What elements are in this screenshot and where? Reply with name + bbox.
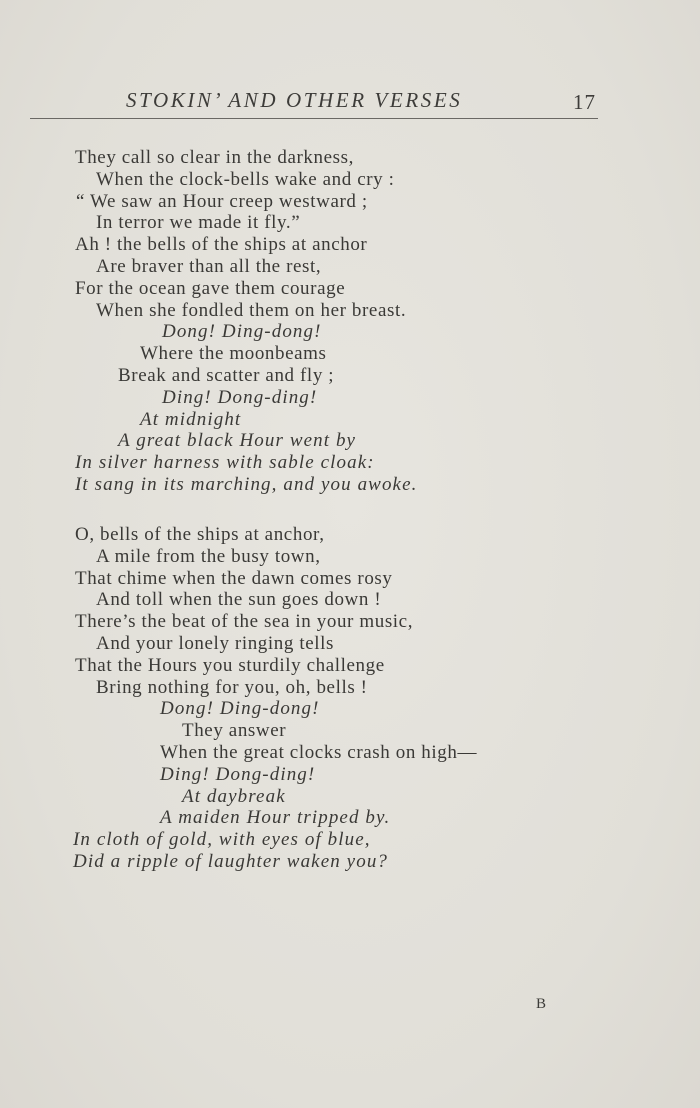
verse-line: In terror we made it fly.” <box>96 212 301 234</box>
verse-line: Dong! Ding-dong! <box>162 321 322 343</box>
running-title: STOKIN’ AND OTHER VERSES <box>126 88 463 112</box>
verse-line: A great black Hour went by <box>118 430 357 452</box>
verse-line: Dong! Ding-dong! <box>160 698 320 720</box>
verse-line: Did a ripple of laughter waken you? <box>73 850 389 872</box>
verse-line: When the great clocks crash on high— <box>160 741 478 763</box>
verse-line: And toll when the sun goes down ! <box>96 589 382 611</box>
verse-line: That the Hours you sturdily challenge <box>75 654 385 676</box>
verse-line: And your lonely ringing tells <box>96 632 334 654</box>
verse-line: That chime when the dawn comes rosy <box>75 567 393 589</box>
verse-line: When the clock-bells wake and cry : <box>96 168 395 190</box>
verse-line: At midnight <box>140 408 242 430</box>
verse-line: There’s the beat of the sea in your music, <box>75 611 414 633</box>
verse-line: They answer <box>182 720 287 742</box>
verse-line: Where the moonbeams <box>140 343 327 365</box>
verse-line: In silver harness with sable cloak: <box>75 452 375 474</box>
stanza-1 <box>0 147 700 496</box>
verse-line: Ah ! the bells of the ships at anchor <box>75 234 368 256</box>
verse-line: A mile from the busy town, <box>96 545 321 567</box>
verse-line: Ding! Dong-ding! <box>162 386 318 408</box>
verse-line: O, bells of the ships at anchor, <box>75 524 325 545</box>
verse-line: Bring nothing for you, oh, bells ! <box>96 676 368 698</box>
verse-line: A maiden Hour tripped by. <box>160 807 391 829</box>
header-rule <box>30 118 598 119</box>
signature-mark: B <box>536 996 547 1012</box>
verse-line: In cloth of gold, with eyes of blue, <box>73 829 371 851</box>
verse-line: For the ocean gave them courage <box>75 277 346 299</box>
verse-line: Break and scatter and fly ; <box>118 364 335 386</box>
verse-line: Ding! Dong-ding! <box>160 763 316 785</box>
verse-line: Are braver than all the rest, <box>96 255 322 277</box>
verse-line: When she fondled them on her breast. <box>96 299 407 321</box>
running-head <box>0 84 700 118</box>
verse-line: It sang in its marching, and you awoke. <box>75 473 418 495</box>
verse-line: At daybreak <box>182 785 286 807</box>
stanza-2 <box>0 524 700 873</box>
verse-line: They call so clear in the darkness, <box>75 147 354 168</box>
page-number: 17 <box>573 90 596 114</box>
verse-line: “ We saw an Hour creep westward ; <box>76 190 368 212</box>
